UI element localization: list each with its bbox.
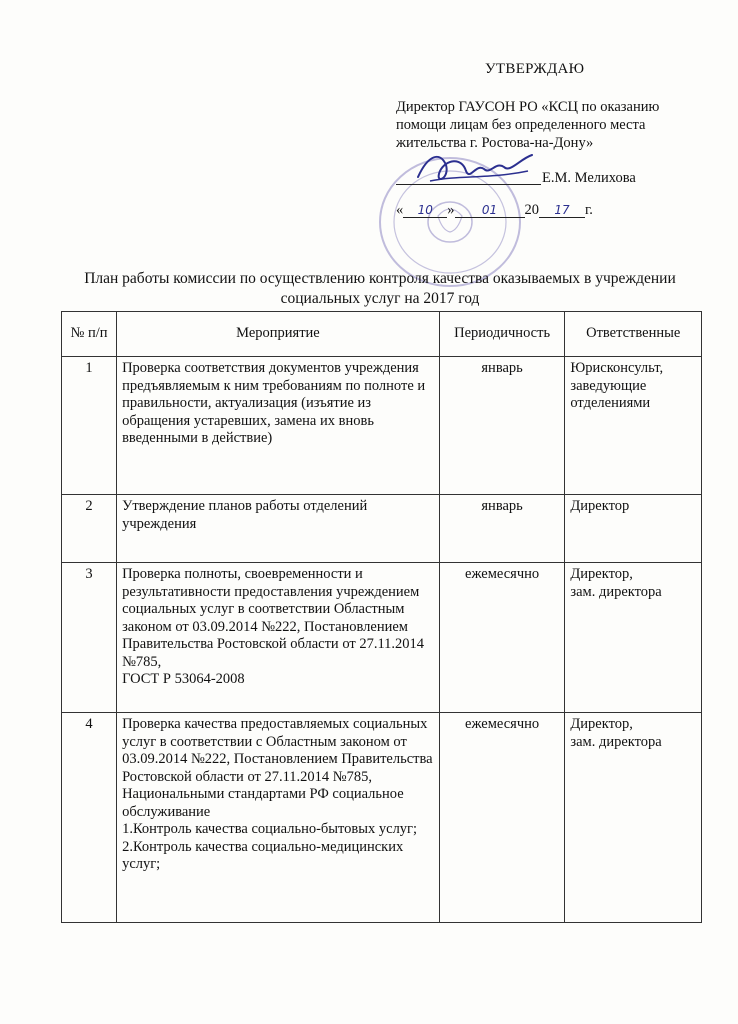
row-activity: Проверка качества предоставляемых социальных услуг в соответствии с Областным законом от 03.09.2014 №222, Постановлением Правительства Ростовской области от 27.11.2014 №785, Национальными стандартами РФ социальное обслуживание 1.Контроль качества социально-бытовых услуг; 2.Контроль качества социально-медицинских услуг; [117,713,440,923]
row-num: 1 [62,357,117,495]
header-num: № п/п [62,312,117,357]
header-responsible: Ответственные [565,312,702,357]
signatory-name: Е.М. Мелихова [542,170,636,186]
table-row [62,495,702,563]
row-responsible: Директор, зам. директора [565,713,702,923]
table-header-row [62,312,702,357]
row-period: январь [439,495,565,563]
row-activity: Проверка полноты, своевременности и результативности предоставления учреждением социальных услуг в соответствии Областным законом от 03.09.2014 №222, Постановлением Правительства Ростовской области от 27.11.2014 №785, ГОСТ Р 53064-2008 [117,563,440,713]
row-period: ежемесячно [439,713,565,923]
row-activity: Утверждение планов работы отделений учреждения [117,495,440,563]
plan-title: План работы комиссии по осуществлению контроля качества оказываемых в учреждении социальных услуг на 2017 год [84,270,676,307]
table-row [62,713,702,923]
row-period: январь [439,357,565,495]
approval-position: Директор ГАУСОН РО «КСЦ по оказанию помощи лицам без определенного места жительства г. Ростова-на-Дону» [396,99,660,151]
header-activity: Мероприятие [117,312,440,357]
date-open-quote: « [396,202,404,218]
row-responsible: Юрисконсульт, заведующие отделениями [565,357,702,495]
date-year-end: г. [585,202,593,218]
date-close-quote: » [447,202,455,218]
date-year-suffix: 17 [539,203,585,218]
row-responsible: Директор, зам. директора [565,563,702,713]
date-month: 01 [455,203,525,218]
row-num: 3 [62,563,117,713]
header-period: Периодичность [439,312,565,357]
approval-title: УТВЕРЖДАЮ [485,61,585,77]
date-day: 10 [403,203,447,218]
row-responsible: Директор [565,495,702,563]
table-row [62,357,702,495]
row-num: 4 [62,713,117,923]
date-year-prefix: 20 [524,202,539,218]
plan-table [61,311,702,923]
row-activity: Проверка соответствия документов учреждения предъявляемым к ним требованиям по полноте и правильности, актуализация (изъятие из обращения устаревших, замена их вновь введенными в действие) [117,357,440,495]
table-row [62,563,702,713]
signature-line [396,170,541,185]
row-period: ежемесячно [439,563,565,713]
row-num: 2 [62,495,117,563]
approval-date [396,202,593,219]
